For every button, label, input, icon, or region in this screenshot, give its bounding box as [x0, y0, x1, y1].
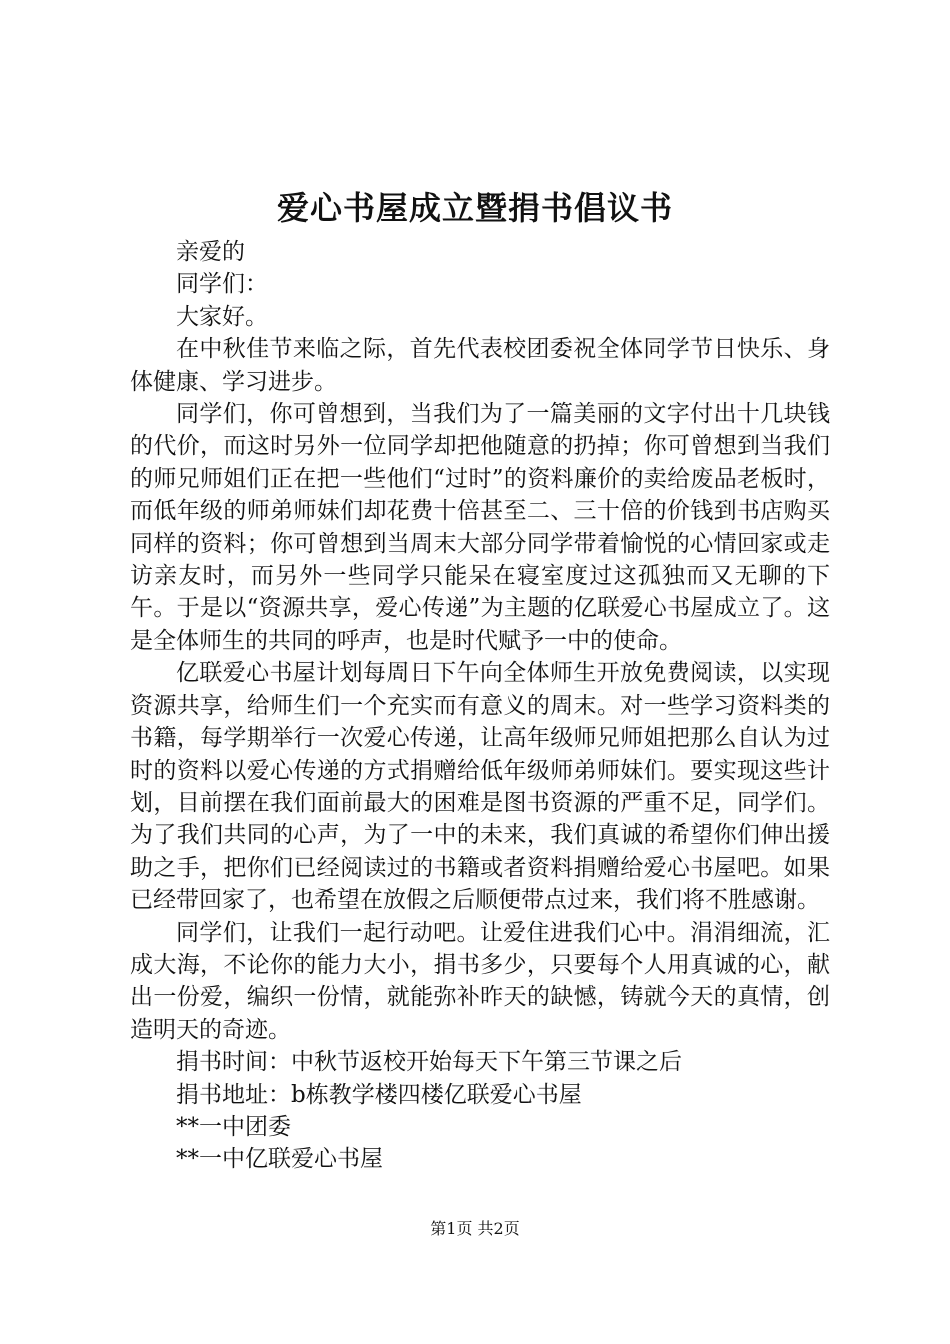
- page-footer: 第1页 共2页: [430, 1219, 520, 1238]
- document-title: 爱心书屋成立暨捐书倡议书: [276, 189, 673, 227]
- paragraph-intro: 在中秋佳节来临之际，首先代表校团委祝全体同学节日快乐、身体健康、学习进步。: [130, 336, 830, 395]
- paragraph-call-to-action: 同学们，让我们一起行动吧。让爱住进我们心中。涓涓细流，汇成大海，不论你的能力大小，捐书多少，只要每个人用真诚的心，献出一份爱，编织一份情，就能弥补昨天的缺憾，铸就今天的真情，创造明天的奇迹。: [130, 919, 830, 1043]
- signature-bookstore: **一中亿联爱心书屋: [176, 1146, 383, 1173]
- signature-committee: **一中团委: [176, 1113, 291, 1140]
- greeting: 大家好。: [176, 303, 268, 330]
- donation-time: 捐书时间：中秋节返校开始每天下午第三节课之后: [176, 1049, 682, 1076]
- salutation-line-1: 亲爱的: [176, 239, 245, 265]
- donation-address: 捐书地址：b栋教学楼四楼亿联爱心书屋: [176, 1081, 582, 1108]
- salutation-line-2: 同学们：: [176, 271, 268, 298]
- paragraph-plan: 亿联爱心书屋计划每周日下午向全体师生开放免费阅读，以实现资源共享，给师生们一个充实而有意义的周末。对一些学习资料类的书籍，每学期举行一次爱心传递，让高年级师兄师姐把那么自认为过时的资料以爱心传递的方式捐赠给低年级师弟师妹们。要实现这些计划，目前摆在我们面前最大的困难是图书资源的严重不足，同学们。为了我们共同的心声，为了一中的未来，我们真诚的希望你们伸出援助之手，把你们已经阅读过的书籍或者资料捐赠给爱心书屋吧。如果已经带回家了，也希望在放假之后顺便带点过来，我们将不胜感谢。: [130, 660, 830, 914]
- paragraph-background: 同学们，你可曾想到，当我们为了一篇美丽的文字付出十几块钱的代价，而这时另外一位同学却把他随意的扔掉；你可曾想到当我们的师兄师姐们正在把一些他们“过时”的资料廉价的卖给废品老板时，而低年级的师弟师妹们却花费十倍甚至二、三十倍的价钱到书店购买同样的资料；你可曾想到当周末大部分同学带着愉悦的心情回家或走访亲友时，而另外一些同学只能呆在寝室度过这孤独而又无聊的下午。于是以“资源共享，爱心传递”为主题的亿联爱心书屋成立了。这是全体师生的共同的呼声，也是时代赋予一中的使命。: [130, 401, 830, 654]
- document-body: [130, 236, 830, 1176]
